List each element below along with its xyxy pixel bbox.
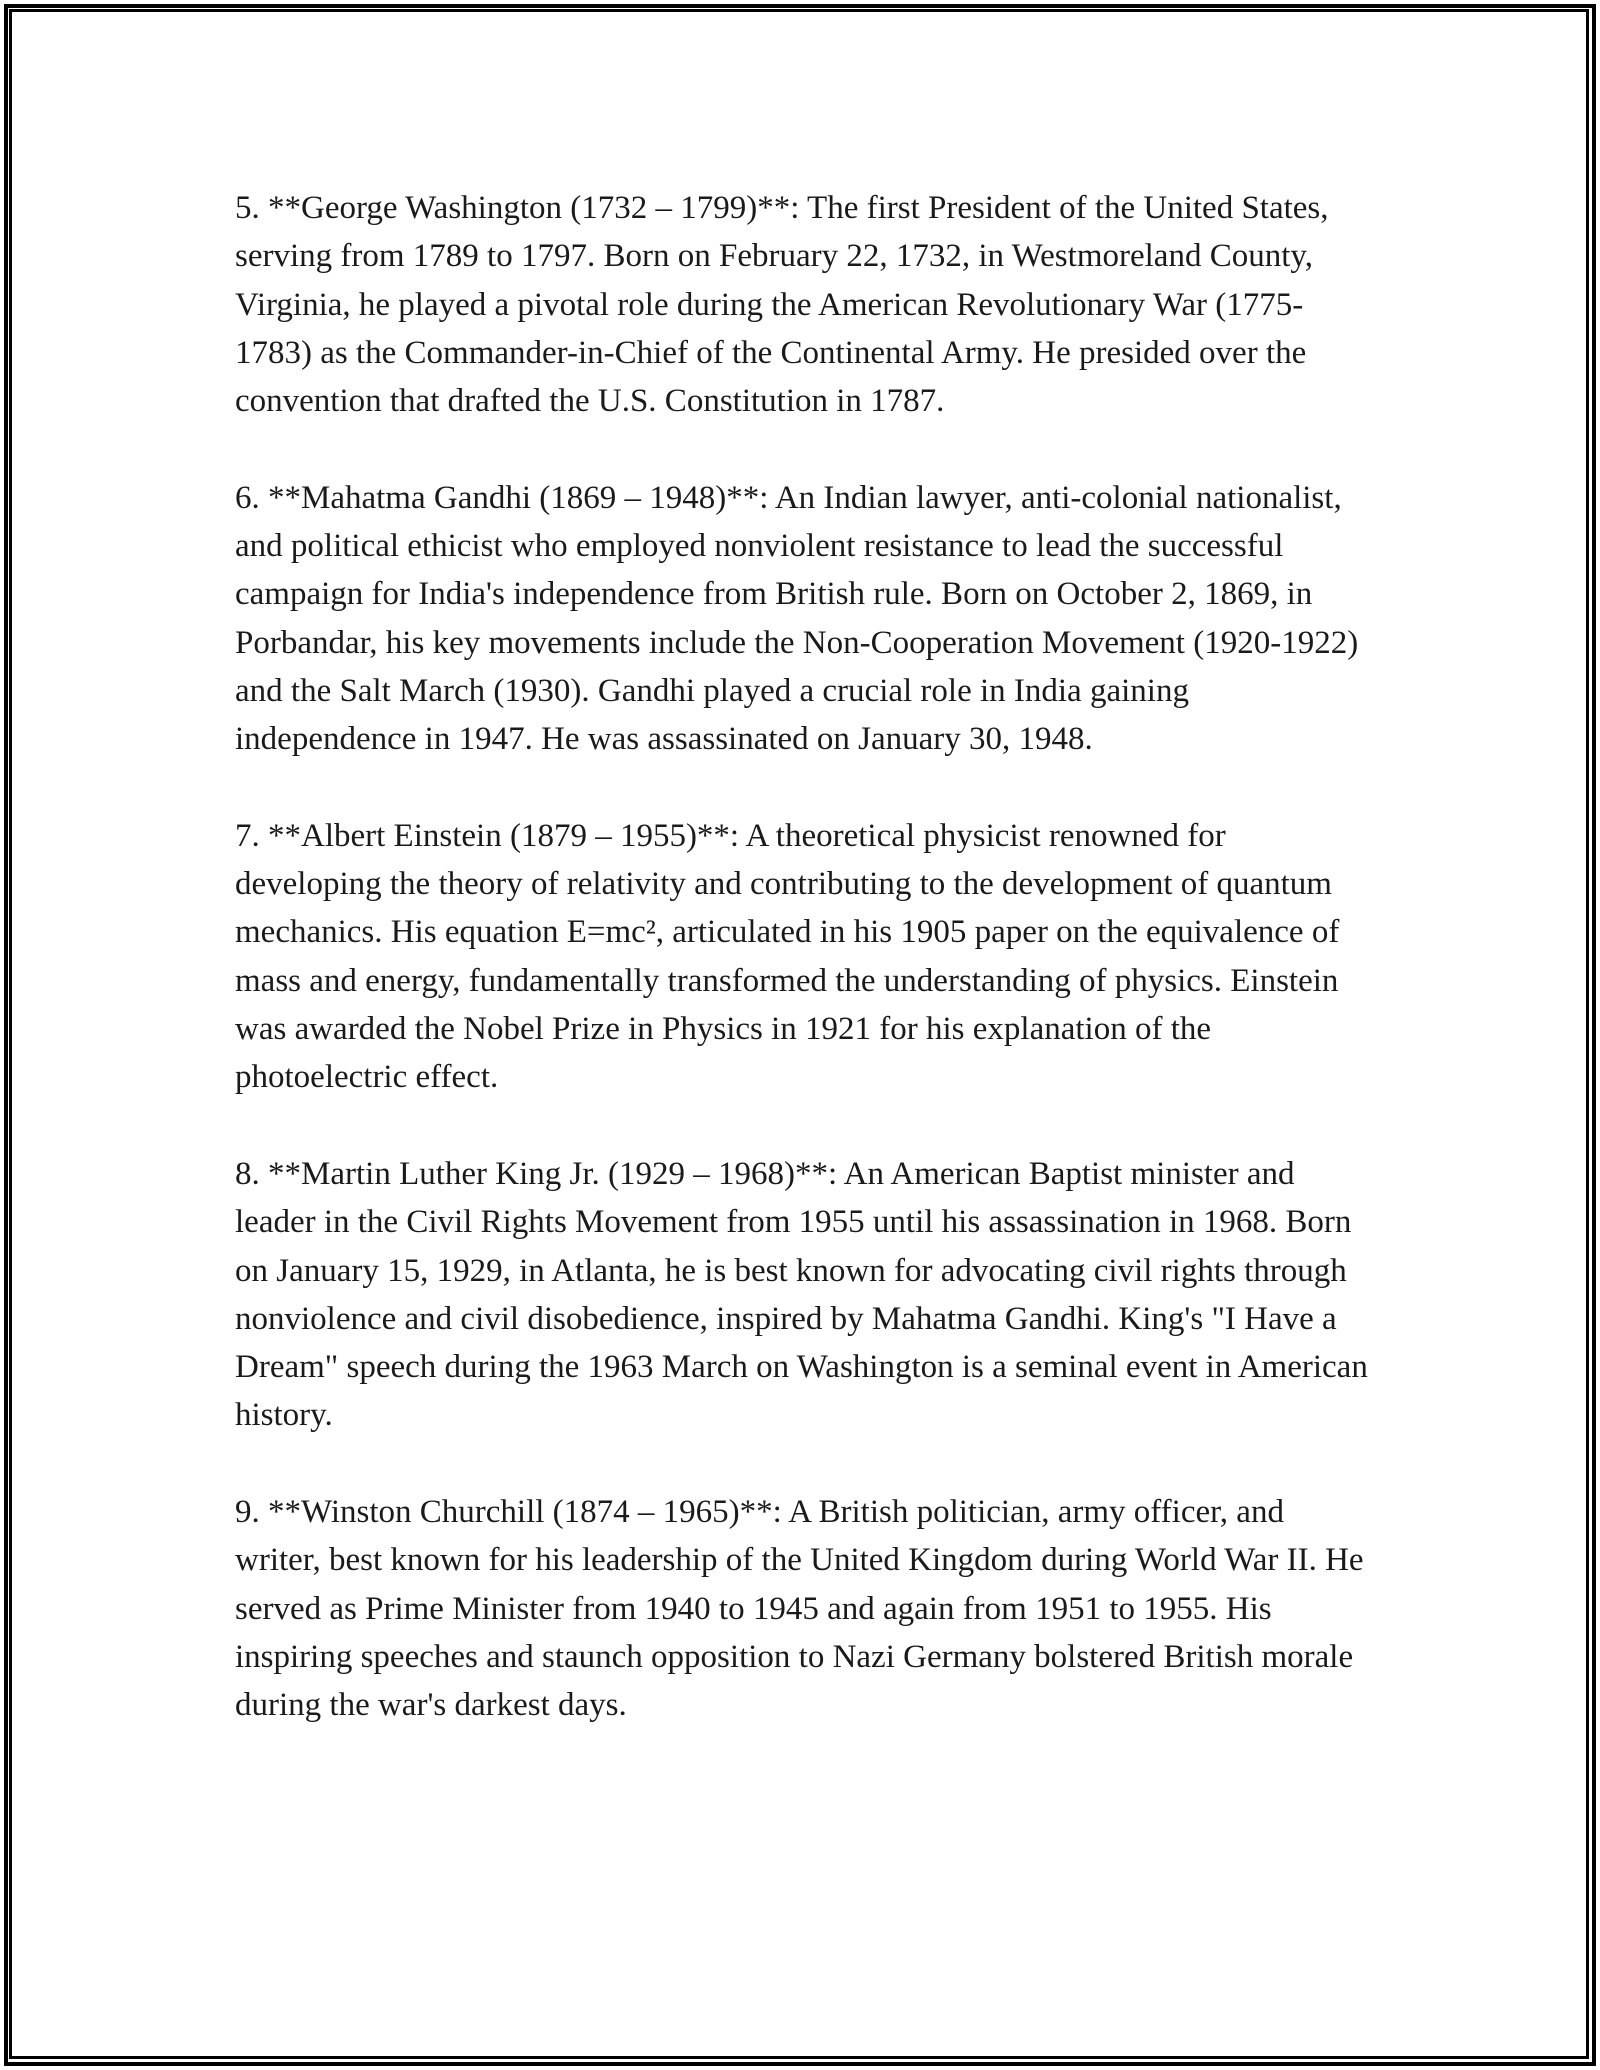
entry-winston-churchill: 9. **Winston Churchill (1874 – 1965)**: A British politician, army officer, and writer, best known for his leadership of the United Kingdom during World War II. He served as Prime Minister from 1940 to 1945 and again from 1951 to 1955. His inspiring speeches and staunch opposition to Nazi Germany bolstered British morale during the war's darkest days. [235,1494,1364,1724]
entry-mahatma-gandhi: 6. **Mahatma Gandhi (1869 – 1948)**: An Indian lawyer, anti-colonial nationalist, and political ethicist who employed nonviolent resistance to lead the successful campaign for India's independence from British rule. Born on October 2, 1869, in Porbandar, his key movements include the Non-Cooperation Movement (1920-1922) and the Salt March (1930). Gandhi played a crucial role in India gaining independence in 1947. He was assassinated on January 30, 1948. [235,479,1359,758]
entry-martin-luther-king: 8. **Martin Luther King Jr. (1929 – 1968)**: An American Baptist minister and leader in the Civil Rights Movement from 1955 until his assassination in 1968. Born on January 15, 1929, in Atlanta, he is best known for advocating civil rights through nonviolence and civil disobedience, inspired by Mahatma Gandhi. King's "I Have a Dream" speech during the 1963 March on Washington is a seminal event in American history. [235,1155,1368,1434]
entry-george-washington: 5. **George Washington (1732 – 1799)**: The first President of the United States, serving from 1789 to 1797. Born on February 22, 1732, in Westmoreland County, Virginia, he played a pivotal role during the American Revolutionary War (1775-1783) as the Commander-in-Chief of the Continental Army. He presided over the convention that drafted the U.S. Constitution in 1787. [235,190,1329,420]
document-body [235,184,1370,1730]
entry-albert-einstein: 7. **Albert Einstein (1879 – 1955)**: A theoretical physicist renowned for developing the theory of relativity and contributing to the development of quantum mechanics. His equation E=mc², articulated in his 1905 paper on the equivalence of mass and energy, fundamentally transformed the understanding of physics. Einstein was awarded the Nobel Prize in Physics in 1921 for his explanation of the photoelectric effect. [235,817,1340,1096]
